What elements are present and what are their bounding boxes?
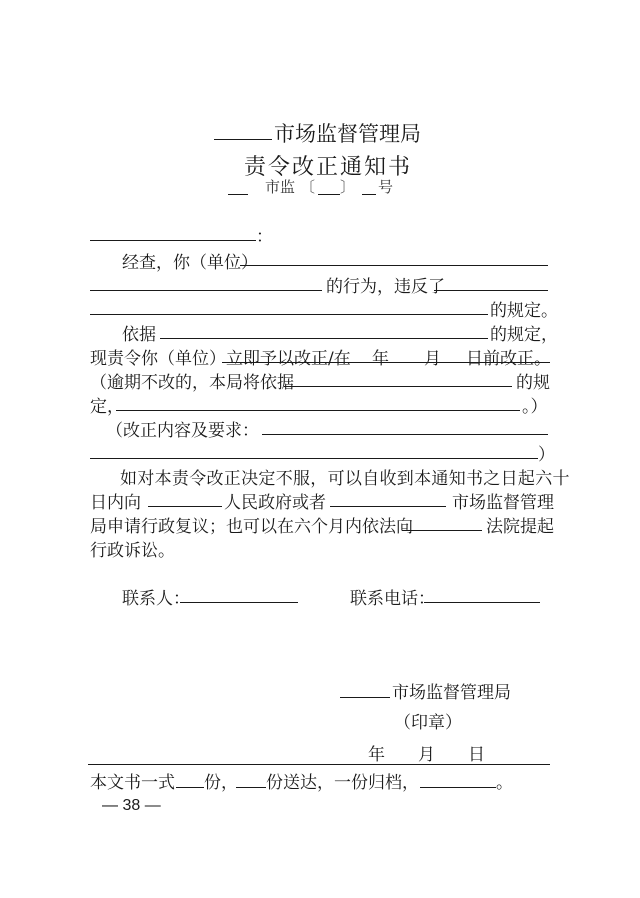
p6-start: （改正内容及要求： xyxy=(106,421,259,441)
p5-start: 定， xyxy=(90,397,124,417)
overdue-measure-blank[interactable] xyxy=(116,410,520,411)
sign-day: 日 xyxy=(468,745,485,765)
violation-behavior-blank[interactable] xyxy=(90,290,322,291)
legal-basis-blank[interactable] xyxy=(160,338,488,339)
copies-text-a: 本文书一式 xyxy=(90,773,175,793)
document-title: 责令改正通知书 xyxy=(244,155,413,180)
page-number: — 38 — xyxy=(102,797,161,814)
doc-no-prefix: 市监 xyxy=(265,178,296,196)
agency-name-blank[interactable] xyxy=(214,139,272,140)
doc-no-bracket-open: 〔 xyxy=(300,178,316,196)
p7-end: ） xyxy=(538,445,555,465)
violation-party-blank[interactable] xyxy=(240,265,548,266)
court-blank[interactable] xyxy=(402,530,482,531)
p4-start: （逾期不改的，本局将依据 xyxy=(90,373,294,393)
signing-agency: 市场监督管理局 xyxy=(392,683,511,703)
p3-year: 年 xyxy=(372,349,389,369)
copies-text-c: 份送达，一份归档， xyxy=(266,773,419,793)
p5-end: 。） xyxy=(522,397,548,417)
sign-month: 月 xyxy=(418,745,435,765)
appeal-line-3b: 法院提起 xyxy=(486,517,554,537)
appeal-line-2c: 市场监督管理 xyxy=(452,493,554,513)
copies-end: 。 xyxy=(496,773,513,793)
p4-end: 的规 xyxy=(516,373,550,393)
market-bureau-blank[interactable] xyxy=(330,506,446,507)
contact-person-blank[interactable] xyxy=(180,602,298,603)
correction-content-blank-2[interactable] xyxy=(90,458,538,459)
doc-no-year-blank[interactable] xyxy=(318,194,340,195)
government-blank[interactable] xyxy=(148,506,222,507)
seal-label: （印章） xyxy=(394,713,462,733)
appeal-line-3a: 局申请行政复议；也可以在六个月内依法向 xyxy=(90,517,413,537)
p1-mid: 的行为，违反了 xyxy=(326,277,445,297)
p2-end: 的规定， xyxy=(490,325,558,345)
correction-content-blank[interactable] xyxy=(262,434,548,435)
appeal-line-4: 行政诉讼。 xyxy=(90,541,175,561)
appeal-line-2a: 日内向 xyxy=(90,493,141,513)
agency-title: 市场监督管理局 xyxy=(274,122,421,146)
doc-no-number-blank[interactable] xyxy=(362,194,376,195)
copies-total-blank[interactable] xyxy=(176,787,204,788)
doc-no-blank-prefix[interactable] xyxy=(228,194,248,195)
doc-no-suffix: 号 xyxy=(378,178,394,196)
p3-month: 月 xyxy=(424,349,441,369)
sign-year: 年 xyxy=(368,745,385,765)
addressee-blank[interactable] xyxy=(90,240,256,241)
addressee-colon: ： xyxy=(256,227,273,247)
p1-start: 经查，你（单位） xyxy=(122,253,258,273)
contact-person-label: 联系人： xyxy=(122,589,190,609)
p2-start: 依据 xyxy=(122,325,156,345)
copies-text-b: 份， xyxy=(204,773,238,793)
p3-order: 现责令你（单位）立即予以改正/在 xyxy=(90,349,351,369)
copies-other-blank[interactable] xyxy=(420,787,496,788)
violated-regulation-blank[interactable] xyxy=(434,290,548,291)
contact-phone-label: 联系电话： xyxy=(350,589,435,609)
doc-no-bracket-close: 〕 xyxy=(340,178,356,196)
appeal-line-2b: 人民政府或者 xyxy=(224,493,326,513)
signing-agency-blank[interactable] xyxy=(340,697,390,698)
violated-regulation-blank-2[interactable] xyxy=(90,314,488,315)
appeal-line-1: 如对本责令改正决定不服，可以自收到本通知书之日起六十 xyxy=(120,469,570,489)
overdue-basis-blank[interactable] xyxy=(284,386,512,387)
copies-served-blank[interactable] xyxy=(236,787,266,788)
contact-phone-blank[interactable] xyxy=(424,602,540,603)
footer-divider xyxy=(88,764,550,765)
p3-end: 日前改正。 xyxy=(466,349,551,369)
p1-end: 的规定。 xyxy=(490,301,558,321)
